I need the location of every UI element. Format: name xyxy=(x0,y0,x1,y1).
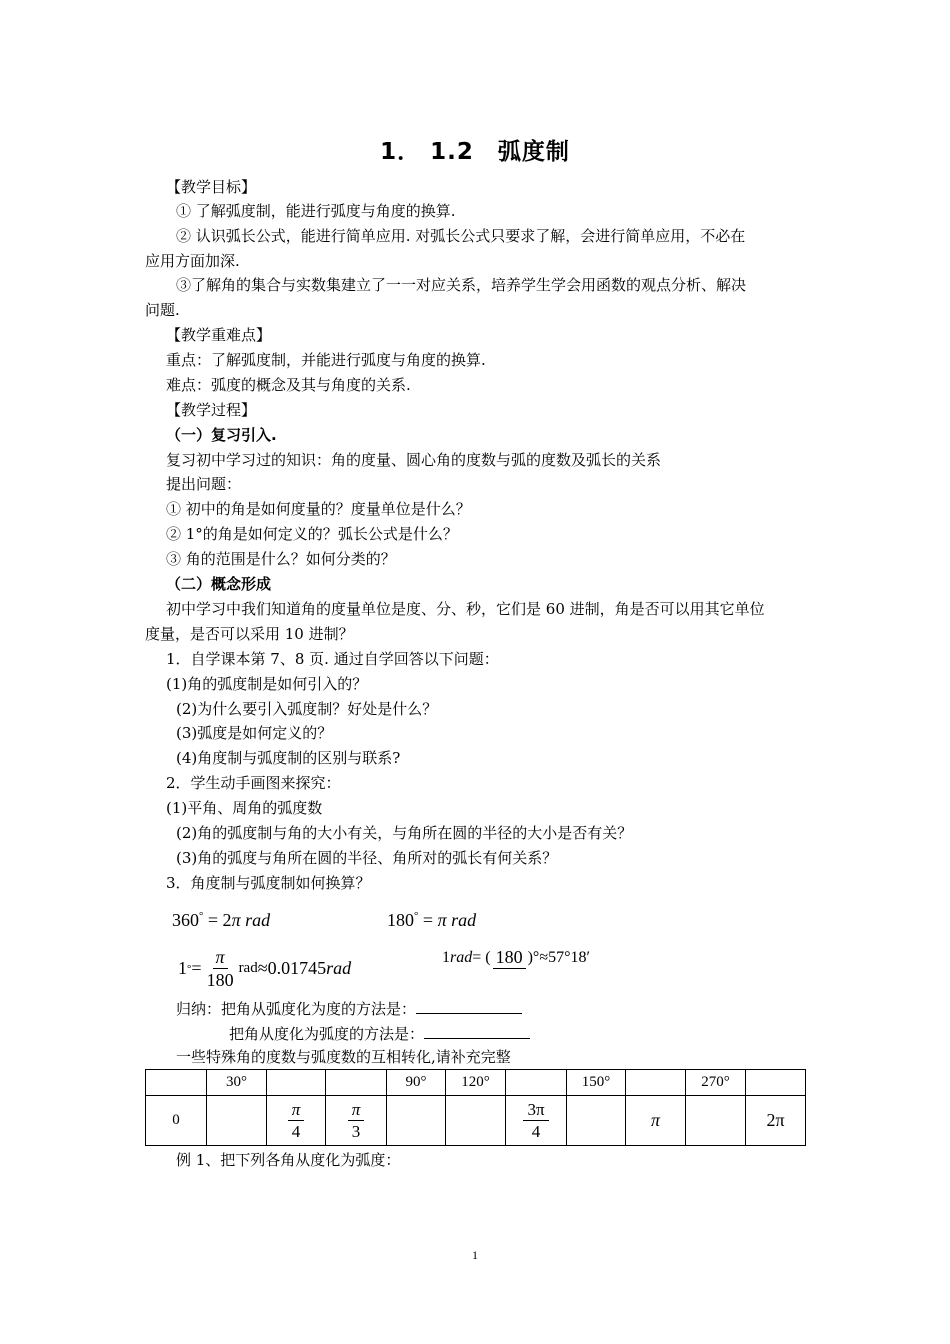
subsection-concept: （二）概念形成 xyxy=(166,575,272,593)
table-cell[interactable] xyxy=(267,1070,326,1096)
answer-blank[interactable] xyxy=(424,1024,530,1039)
concept-text-cont: 度量，是否可以采用 10 进制？ xyxy=(145,625,354,643)
objective-2: ② 认识弧长公式，能进行简单应用. 对弧长公式只要求了解，会进行简单应用，不必在 xyxy=(176,227,746,245)
objective-3: ③了解角的集合与实数集建立了一一对应关系，培养学生学会用函数的观点分析、解决 xyxy=(176,276,747,294)
table-cell[interactable] xyxy=(506,1070,567,1096)
table-cell xyxy=(506,1096,567,1146)
question-1: ① 初中的角是如何度量的？度量单位是什么？ xyxy=(166,500,471,518)
step-1-q1: (1)角的弧度制是如何引入的？ xyxy=(166,675,368,693)
formula-180: 180° = π rad xyxy=(387,910,477,930)
step-1-q4: (4)角度制与弧度制的区别与联系? xyxy=(176,749,401,767)
concept-text: 初中学习中我们知道角的度量单位是度、分、秒，它们是 60 进制，角是否可以用其它单位 xyxy=(166,600,765,618)
summary-deg-to-rad: 把角从度化为弧度的方法是： xyxy=(229,1024,530,1044)
fraction-180-over-pi: 180 xyxy=(493,946,526,969)
table-cell: π xyxy=(626,1096,686,1146)
table-cell xyxy=(267,1096,326,1146)
objective-1: ① 了解弧度制，能进行弧度与角度的换算. xyxy=(176,202,456,220)
table-cell[interactable] xyxy=(326,1070,387,1096)
step-2-q2: (2)角的弧度制与角的大小有关，与角所在圆的半径的大小是否有关？ xyxy=(176,824,633,842)
question-2: ② 1°的角是如何定义的？弧长公式是什么？ xyxy=(166,525,458,543)
table-cell: 150° xyxy=(567,1070,626,1096)
formula-360: 360° = 2π rad xyxy=(172,910,271,930)
summary-rad-to-deg: 归纳：把角从弧度化为度的方法是： xyxy=(176,999,522,1019)
fraction-pi-over-4: $\frac{\pi}{4}$ xyxy=(288,1099,305,1142)
fraction-pi-over-3: $\frac{\pi}{3}$ xyxy=(348,1099,365,1142)
table-cell[interactable] xyxy=(146,1070,207,1096)
table-cell[interactable] xyxy=(567,1096,626,1146)
step-1-q2: (2)为什么要引入弧度制？好处是什么？ xyxy=(176,700,438,718)
step-1-q3: (3)弧度是如何定义的？ xyxy=(176,724,333,742)
table-cell: 0 xyxy=(146,1096,207,1146)
page-title: 1． 1.2 弧度制 xyxy=(380,139,570,165)
table-cell[interactable] xyxy=(746,1070,806,1096)
table-row-degrees xyxy=(146,1070,806,1096)
objective-3-cont: 问题. xyxy=(145,301,180,319)
table-cell[interactable] xyxy=(387,1096,446,1146)
section-heading-process: 【教学过程】 xyxy=(166,401,257,419)
table-cell[interactable] xyxy=(626,1070,686,1096)
example-1: 例 1、把下列各角从度化为弧度： xyxy=(176,1151,401,1169)
step-2-q1: (1)平角、周角的弧度数 xyxy=(166,799,323,817)
key-point: 重点：了解弧度制，并能进行弧度与角度的换算. xyxy=(166,351,486,369)
subsection-review: （一）复习引入. xyxy=(166,426,277,444)
questions-intro: 提出问题： xyxy=(166,475,242,493)
answer-blank[interactable] xyxy=(416,999,522,1014)
objective-2-cont: 应用方面加深. xyxy=(145,252,240,270)
conversion-table xyxy=(145,1069,806,1146)
table-cell: 2π xyxy=(746,1096,806,1146)
page-number: 1 xyxy=(472,1248,478,1262)
table-row-radians xyxy=(146,1096,806,1146)
table-cell xyxy=(326,1096,387,1146)
section-heading-key-points: 【教学重难点】 xyxy=(166,326,272,344)
table-cell[interactable] xyxy=(446,1096,506,1146)
formula-one-radian: 1 rad = ( 180 )° ≈57°18′ xyxy=(442,947,591,967)
step-2: 2．学生动手画图来探究： xyxy=(166,774,341,792)
difficult-point: 难点：弧度的概念及其与角度的关系. xyxy=(166,376,411,394)
table-cell: 90° xyxy=(387,1070,446,1096)
fraction-pi-over-180: $\frac{\pi}{180}$ xyxy=(206,947,234,990)
step-1: 1．自学课本第 7、8 页. 通过自学回答以下问题： xyxy=(166,650,499,668)
question-3: ③ 角的范围是什么？如何分类的？ xyxy=(166,550,396,568)
review-text: 复习初中学习过的知识：角的度量、圆心角的度数与弧的度数及弧长的关系 xyxy=(166,451,662,469)
table-cell[interactable] xyxy=(207,1096,267,1146)
table-cell[interactable] xyxy=(686,1096,746,1146)
table-cell: 270° xyxy=(686,1070,746,1096)
fraction-3pi-over-4: $\frac{3\pi}{4}$ xyxy=(523,1099,548,1142)
step-2-q3: (3)角的弧度与角所在圆的半径、角所对的弧长有何关系？ xyxy=(176,849,558,867)
step-3: 3．角度制与弧度制如何换算？ xyxy=(166,874,371,892)
table-cell: 30° xyxy=(207,1070,267,1096)
table-cell: 120° xyxy=(446,1070,506,1096)
section-heading-objectives: 【教学目标】 xyxy=(166,178,257,196)
table-intro: 一些特殊角的度数与弧度数的互相转化,请补充完整 xyxy=(176,1048,511,1066)
formula-one-degree: 1 ° = $\frac{\pi}{180}$ rad ≈0.01745 rad xyxy=(178,947,352,990)
